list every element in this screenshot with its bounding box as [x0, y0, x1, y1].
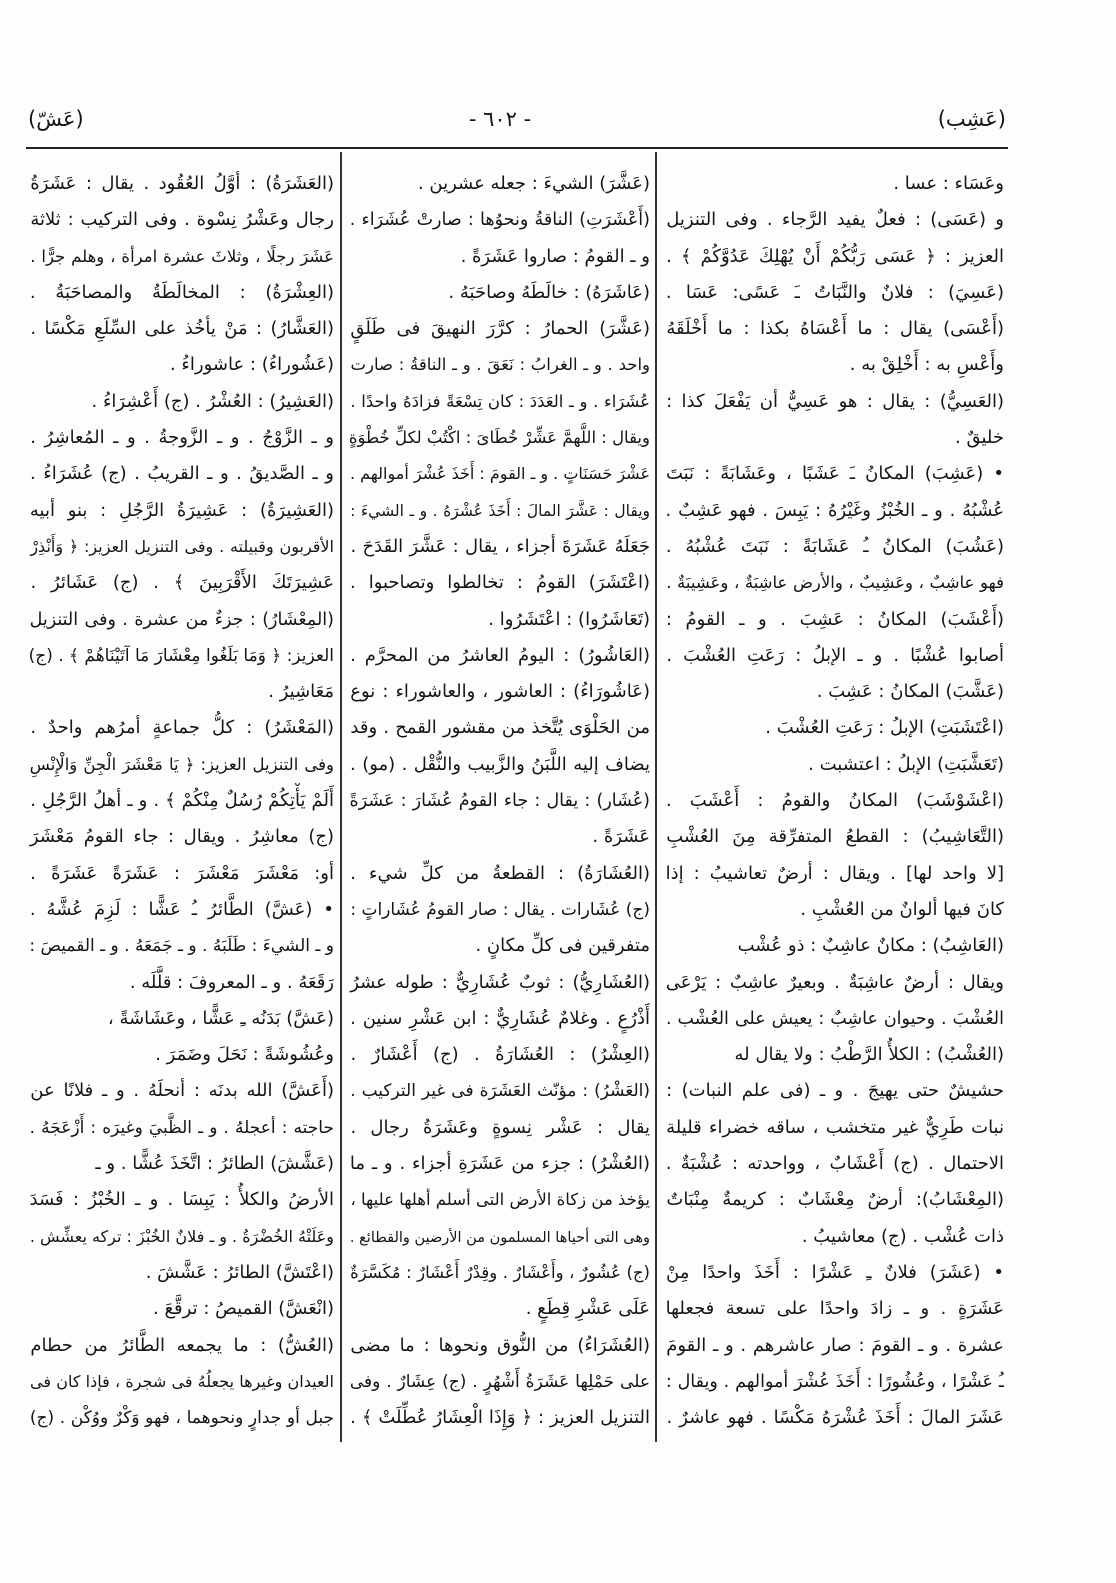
- line-text: عُشْبُهُ . و ـ الخُبْزُ وغَيْرُهُ : يَبِسَ . فهو عَشِبٌ .: [665, 499, 1004, 521]
- line-text: • (عَشَرَ) فلانٌ ـِ عَشْرًا : أَخَذَ واحدًا مِنْ: [666, 1261, 1004, 1283]
- dictionary-line: [664, 819, 1004, 855]
- dictionary-line: [348, 202, 650, 238]
- column-divider: [340, 152, 342, 1442]
- dictionary-line: [664, 1001, 1004, 1037]
- line-text: عشرة . و ـ القومَ : صار عاشرهم . و ـ القومَ: [666, 1334, 1004, 1356]
- dictionary-line: [28, 1182, 334, 1218]
- dictionary-line: [664, 384, 1004, 420]
- line-text: فهو عاشِبٌ ، وعَشِيبٌ ، والأرض عاشِبَةٌ ، وعَشِيبَةٌ .: [666, 573, 1004, 593]
- line-text: على حَمْلِها عَشَرَةُ أَشْهُرٍ . (ج) عِشَارٌ . وفى: [349, 1371, 650, 1392]
- dictionary-line: [664, 1328, 1004, 1364]
- line-text: وهى التى أحياها المسلمون من الأرضين والقطائع .: [349, 1229, 650, 1246]
- dictionary-line: [28, 1291, 334, 1327]
- line-text: ويقال : اللَّهمَّ عَشِّرْ خُطَاىَ : اكْتُبْ لكلِّ خُطْوَةٍ: [348, 428, 650, 448]
- dictionary-line: [28, 529, 334, 565]
- line-text: يقال : عَشْر نِسوةٍ وعَشَرَةُ رجال .: [350, 1116, 650, 1138]
- dictionary-line: [664, 493, 1004, 529]
- dictionary-line: [664, 456, 1004, 492]
- line-text: (العُشَارِيُّ) : ثوبٌ عُشَارِيٌّ : طوله عشرُ: [350, 971, 650, 993]
- dictionary-line: [348, 1219, 650, 1255]
- line-text: (عَشَّرَ) الحمارُ : كرَّرَ النهيقَ فى طَلَقٍ: [350, 318, 650, 340]
- dictionary-line: [348, 275, 650, 311]
- line-text: (عَشُوراءُ) : عاشوراءُ .: [169, 354, 334, 376]
- line-text: (العَشَرَةُ) : أوَّلُ العُقُود . يقال : عَشَرَةُ: [30, 173, 334, 194]
- dictionary-line: [28, 456, 334, 492]
- line-text: (العَشَّارُ) : مَنْ يأخُذ على السِّلَعِ مَكْسًا .: [30, 318, 334, 340]
- line-text: جَعَلَهُ عَشَرَةَ أجزاء ، يقال : عَشَّرَ القَدَحَ .: [350, 535, 650, 557]
- line-text: العيدان وغيرها يجعلُهُ فى شجرة ، فإذا كان فى: [30, 1371, 334, 1391]
- dictionary-line: [28, 892, 334, 928]
- dictionary-line: [348, 819, 650, 855]
- line-text: و ـ الصَّديقُ . و ـ القريبُ . (ج) عُشَرَاءُ .: [30, 463, 334, 485]
- line-text: و ـ الزَّوْجُ . و ـ الزَّوجةُ . و ـ المُعاشِرُ .: [30, 427, 334, 449]
- dictionary-line: [348, 347, 650, 383]
- line-text: (انْعَشَّ) القميصُ : ترقَّعَ .: [153, 1298, 334, 1320]
- line-text: عَشَرَ المالَ : أَخَذَ عُشْرَهُ مَكْسًا . فهو عاشرٌ .: [666, 1407, 1004, 1429]
- line-text: أَلَمْ يَأْتِكُمْ رُسُلٌ مِنْكُمْ ﴾ . و ـ أهلُ الرَّجُلِ .: [30, 790, 334, 812]
- line-text: ـُ عَشْرًا ، وعُشُورًا : أَخَذَ عُشْرَ أموالهم . ويقال :: [665, 1371, 1004, 1392]
- dictionary-line: [348, 1037, 650, 1073]
- dictionary-line: [348, 1364, 650, 1400]
- line-text: عُشَرَاء . و ـ العَدَدَ : كان تِسْعَةً فزادَهُ واحدًا .: [350, 391, 650, 411]
- dictionary-line: [28, 674, 334, 710]
- dictionary-line: [28, 928, 334, 964]
- dictionary-line: [664, 420, 1004, 456]
- dictionary-line: [348, 311, 650, 347]
- dictionary-line: [664, 347, 1004, 383]
- line-text: ويقال : عَشَّرَ المالَ : أَخَذَ عُشْرَهُ . و ـ الشيءَ :: [350, 501, 650, 520]
- line-text: أَذْرُعٍ . وغلامٌ عُشَارِيٌّ : ابن عَشْرِ سنين .: [350, 1007, 650, 1029]
- line-text: (العَشِيرُ) : العُشْرُ . (ج) أَعْشِرَاءُ .: [91, 390, 334, 412]
- line-text: (العُشَرَاءُ) من النُّوق ونحوها : ما مضى: [350, 1334, 650, 1356]
- line-text: و ـ الشيءَ : طَلَبَهُ . و ـ جَمَعَهُ . و ـ القميصَ :: [29, 936, 334, 957]
- dictionary-line: [664, 166, 1004, 202]
- dictionary-line: [348, 965, 650, 1001]
- line-text: من الحَلْوَى يُتَّخذ من مقشور القمح . وقد: [350, 717, 650, 739]
- line-text: (اعْشَوْشَبَ) المكانُ والقومُ : أَعْشَبَ .: [665, 790, 1004, 812]
- line-text: عَشْرَ حَسَنَاتٍ . و ـ القومَ : أَخَذَ عُشْرَ أموالهم .: [349, 464, 650, 484]
- line-text: (العِشْرُ) : العُشَارَةُ . (ج) أَعْشَارٌ .: [350, 1044, 650, 1066]
- dictionary-line: [664, 602, 1004, 638]
- line-text: (العُشُّ) : ما يجمعه الطَّائرُ من حطام: [30, 1334, 334, 1356]
- line-text: (العُشْبُ) : الكلأُ الرَّطْبُ : ولا يقال له: [734, 1044, 1004, 1066]
- dictionary-line: [28, 565, 334, 601]
- dictionary-line: [28, 239, 334, 275]
- line-text: (العَاشُورُ) : اليومُ العاشرُ من المحرَّم .: [350, 644, 650, 666]
- dictionary-line: [348, 1255, 650, 1291]
- line-text: وعَسَاء : عسا .: [893, 173, 1004, 194]
- line-text: (العَاشِبُ) : مكانٌ عاشِبٌ : ذو عُشْب: [737, 935, 1004, 957]
- dictionary-line: [664, 529, 1004, 565]
- line-text: (عُشَار) : يقال : جاء القومُ عُشَارَ : عَشَرَةً: [349, 791, 650, 812]
- line-text: (المِعْشَارُ) : جزءٌ من عشرة . وفى التنزيل: [29, 609, 334, 630]
- line-text: وأَعْسِ به : أَخْلِقْ به .: [849, 354, 1004, 376]
- dictionary-line: [664, 1110, 1004, 1146]
- dictionary-line: [28, 602, 334, 638]
- dictionary-line: [348, 602, 650, 638]
- line-text: ذات عُشْب . (ج) معاشيبُ .: [801, 1225, 1004, 1247]
- dictionary-line: [28, 747, 334, 783]
- dictionary-line: [348, 1328, 650, 1364]
- line-text: التنزيل العزيز : ﴿ وَإِذَا الْعِشَارُ عُطِّلَتْ ﴾ .: [350, 1407, 650, 1429]
- line-text: عَلَى عَشْرِ قِطَعٍ .: [525, 1298, 650, 1320]
- dictionary-line: [348, 384, 650, 420]
- dictionary-line: [664, 239, 1004, 275]
- dictionary-line: [28, 347, 334, 383]
- line-text: (عَشَّبَ) المكانُ : عَشِبَ .: [816, 681, 1004, 703]
- line-text: الأقربون وقبيلته . وفى التنزيل العزيز: ﴿ وَأَنْذِرْ: [30, 536, 334, 556]
- line-text: خليقٌ .: [955, 427, 1004, 449]
- column-left: [28, 166, 334, 1436]
- dictionary-line: [348, 456, 650, 492]
- line-text: (العَشْرُ) : مؤنّث العَشَرَة فى غير التركيب .: [350, 1081, 650, 1102]
- line-text: (عَاشُورَاءُ) : العاشور ، والعاشوراء : نوع: [350, 681, 650, 703]
- line-text: (عَشُبَ) المكانُ ـُ عَشَابَةً : نَبَتَ عُشْبُهُ .: [665, 535, 1004, 557]
- line-text: (ج) عُشُورٌ ، وأَعْشَارٌ . وقِدْرٌ أَعْشَارٌ : مُكَسَّرَةٌ: [350, 1262, 650, 1282]
- line-text: أو: مَعْشَرَ مَعْشَرَ : عَشَرَةً عَشَرَةً .: [30, 862, 334, 884]
- dictionary-line: [348, 1400, 650, 1436]
- dictionary-line: [28, 1001, 334, 1037]
- line-text: جبل أو جدارٍ ونحوهما ، فهو وَكْرٌ ووُكْن . (ج): [29, 1408, 334, 1429]
- dictionary-line: [28, 1364, 334, 1400]
- dictionary-line: [28, 783, 334, 819]
- dictionary-line: [664, 1291, 1004, 1327]
- line-text: (تَعَشَّبَتِ) الإبلُ : اعتشبت .: [808, 753, 1004, 775]
- line-text: أصابوا عُشْبًا . و ـ الإبلُ : رَعَتِ العُشْبَ .: [666, 644, 1004, 666]
- dictionary-line: [348, 1001, 650, 1037]
- line-text: نبات طَرِيٌّ غير متخشب ، ساقه خضراء قليلة: [666, 1116, 1004, 1138]
- line-text: مَعَاشِيرُ .: [268, 681, 334, 703]
- dictionary-line: [28, 638, 334, 674]
- dictionary-line: [664, 1255, 1004, 1291]
- dictionary-line: [28, 1219, 334, 1255]
- line-text: (اعْتَشَّ) الطائرُ : عَشَّشَ .: [145, 1261, 334, 1283]
- guide-word-left: (عَشّ): [28, 107, 84, 131]
- line-text: (أَعْشَبَ) المكانُ : عَشِبَ . و ـ القومُ :: [665, 608, 1004, 630]
- dictionary-line: [664, 1182, 1004, 1218]
- line-text: ويقال : أرضٌ عاشِبَةٌ . وبعيرٌ عاشِبٌ : يَرْعَى: [665, 971, 1004, 993]
- dictionary-line: [664, 965, 1004, 1001]
- line-text: (اعْتَشَبَتِ) الإبلُ : رَعَتِ العُشْبَ .: [765, 717, 1004, 739]
- line-text: العزيز : ﴿ عَسَى رَبُّكُمْ أَنْ يُهْلِكَ عَدُوَّكُمْ ﴾ .: [666, 245, 1004, 267]
- dictionary-line: [28, 1255, 334, 1291]
- line-text: (عَسِيَ) : فلانٌ والنَّبَاتُ ـَ عَسًى: عَسَا .: [665, 281, 1004, 303]
- dictionary-line: [348, 1146, 650, 1182]
- dictionary-line: [348, 1182, 650, 1218]
- line-text: (ج) عُشَارات . يقال : صار القومُ عُشَاراتٍ :: [350, 899, 650, 920]
- line-text: [لا واحد لها] . ويقال : أرضٌ تعاشيبُ : إذا: [665, 862, 1004, 884]
- line-text: (العَسِيُّ) : يقال : هو عَسِيٌّ أن يَفْعَلَ كذا :: [666, 390, 1004, 412]
- line-text: (التَّعَاشِيبُ) : القطعُ المتفرِّقة مِنَ العُشْبِ: [666, 826, 1004, 848]
- dictionary-line: [664, 1400, 1004, 1436]
- line-text: وفى التنزيل العزيز: ﴿ يَا مَعْشَرَ الْجِنِّ وَالْإِنْسِ: [29, 754, 334, 774]
- line-text: (عَشَّرَ) الشيءَ : جعله عشرين .: [417, 173, 650, 194]
- dictionary-line: [28, 1110, 334, 1146]
- line-text: حشيشٌ حتى يهيجَ . و ـ (فى علم النبات) :: [666, 1080, 1004, 1102]
- line-text: عَشِيرَتَكَ الأَقْرَبِينَ ﴾ . (ج) عَشَائرُ .: [30, 572, 334, 594]
- line-text: العزيز: ﴿ وَمَا بَلَغُوا مِعْشَارَ مَا آتَيْنَاهُمْ ﴾ . (ج): [28, 645, 334, 666]
- line-text: يؤخذ من زكاة الأرض التى أسلم أهلها عليها ،: [350, 1190, 650, 1210]
- column-right: [664, 166, 1004, 1436]
- line-text: وعَلَتْهُ الخُضْرَةُ . و ـ فلانٌ الخُبْزَ : تركه يعشِّش .: [29, 1226, 334, 1246]
- line-text: حاجته : أعجلهُ . و ـ الظَّبيَ وغيرَه : أَزْعَجَهُ .: [29, 1117, 334, 1138]
- line-text: (المِعْشَابُ): أرضٌ مِعْشَابٌ : كريمةٌ مِنْبَاتٌ: [666, 1189, 1004, 1211]
- dictionary-line: [348, 529, 650, 565]
- line-text: الاحتمال . (ج) أَعْشَابٌ ، وواحدته : عُشْبَةٌ .: [665, 1153, 1004, 1175]
- dictionary-line: [28, 1037, 334, 1073]
- page-number: - ٦٠٢ -: [468, 107, 532, 131]
- line-text: رَقَعَهُ . و ـ المعروفَ : قلَّلَه .: [129, 971, 334, 993]
- dictionary-line: [28, 819, 334, 855]
- line-text: (تَعَاشَرُوا) : اعْتَشَرُوا .: [488, 608, 650, 630]
- dictionary-line: [348, 638, 650, 674]
- dictionary-line: [664, 783, 1004, 819]
- dictionary-line: [664, 202, 1004, 238]
- dictionary-line: [664, 275, 1004, 311]
- dictionary-line: [28, 202, 334, 238]
- line-text: واحد . و ـ الغرابُ : نَعَقَ . و ـ الناقةُ : صارت: [350, 355, 650, 375]
- dictionary-line: [28, 710, 334, 746]
- line-text: (العِشْرَةُ) : المخالَطَةُ والمصاحَبَةُ .: [29, 281, 334, 303]
- dictionary-line: [28, 384, 334, 420]
- dictionary-line: [348, 493, 650, 529]
- line-text: (العَشِيرَةُ) : عَشِيرَةُ الرَّجُلِ : بنو أبيه: [29, 499, 334, 521]
- dictionary-line: [664, 311, 1004, 347]
- dictionary-line: [664, 928, 1004, 964]
- line-text: كانَ فيها ألوانٌ من العُشْبِ .: [800, 898, 1004, 920]
- line-text: و ـ القومُ : صاروا عَشَرَةً .: [460, 245, 650, 267]
- dictionary-line: [348, 710, 650, 746]
- dictionary-line: [28, 420, 334, 456]
- line-text: (عَشَّ) بَدَنُه ـِ عَشًّا ، وعَشَاشَةً ،: [107, 1007, 334, 1029]
- dictionary-line: [348, 565, 650, 601]
- dictionary-line: [664, 1037, 1004, 1073]
- line-text: • (عَشِبَ) المكانُ ـَ عَشَبًا ، وعَشَابَةً : نَبَتَ: [665, 463, 1004, 485]
- line-text: عَشَرَ رجلًا ، وثلاثَ عشرة امرأة ، وهلم جرًّا .: [30, 246, 334, 266]
- dictionary-line: [664, 1073, 1004, 1109]
- line-text: وعُشُوشَةً : نَحَلَ وضَمَرَ .: [155, 1044, 334, 1066]
- line-text: (أَعْشَرَتِ) الناقةُ ونحوُها : صارتْ عُشَرَاء .: [349, 210, 650, 231]
- header-rule: [26, 147, 1008, 149]
- line-text: (عَشَّشَ) الطائرُ : اتَّخَذَ عُشًّا . و ـ: [95, 1153, 334, 1175]
- dictionary-line: [348, 420, 650, 456]
- dictionary-line: [348, 166, 650, 202]
- line-text: رجال وعَشْرُ نِسْوة . وفى التركيب : ثلاثة: [30, 209, 334, 231]
- line-text: (العُشْرُ) : جزء من عَشَرَةِ أجزاء . و ـ ما: [349, 1153, 650, 1175]
- dictionary-line: [664, 892, 1004, 928]
- dictionary-line: [28, 965, 334, 1001]
- dictionary-line: [664, 710, 1004, 746]
- dictionary-line: [348, 674, 650, 710]
- line-text: الأرضُ والكلأُ : يَبِسَا . و ـ الخُبْزُ : فَسَدَ: [29, 1189, 334, 1211]
- dictionary-line: [28, 275, 334, 311]
- line-text: يضاف إليه اللَّبَنُ والزَّبيب والنُّقْل . (مو) .: [350, 753, 650, 775]
- dictionary-line: [348, 892, 650, 928]
- line-text: و (عَسَى) : فعلٌ يفيد الرَّجاء . وفى التنزيل: [666, 209, 1004, 231]
- dictionary-line: [348, 928, 650, 964]
- dictionary-line: [28, 1400, 334, 1436]
- dictionary-line: [664, 565, 1004, 601]
- guide-word-right: (عَشِب): [937, 107, 1006, 131]
- dictionary-line: [348, 747, 650, 783]
- dictionary-line: [348, 1073, 650, 1109]
- line-text: (أَعْسَى) يقال : ما أَعْسَاهُ بكذا : ما أَخْلَقَهُ: [666, 318, 1004, 340]
- dictionary-line: [664, 747, 1004, 783]
- dictionary-line: [348, 239, 650, 275]
- line-text: (اعْتَشَرَ) القومُ : تخالطوا وتصاحبوا .: [350, 572, 650, 594]
- dictionary-line: [664, 674, 1004, 710]
- line-text: عَشَرَةٍ . و ـ زادَ واحدًا على تسعة فجعلها: [665, 1298, 1004, 1320]
- dictionary-line: [28, 1328, 334, 1364]
- dictionary-line: [664, 638, 1004, 674]
- dictionary-line: [28, 1073, 334, 1109]
- line-text: عَشَرَةً .: [592, 826, 650, 848]
- dictionary-line: [348, 1110, 650, 1146]
- column-divider: [655, 152, 657, 1442]
- line-text: (أَعَشَّ) الله بدنَه : أنحلَهُ . و ـ فلانًا عن: [30, 1080, 334, 1102]
- dictionary-line: [664, 1146, 1004, 1182]
- dictionary-line: [28, 166, 334, 202]
- line-text: (ج) معاشِرُ . ويقال : جاء القومُ مَعْشَرَ: [29, 826, 334, 848]
- dictionary-line: [664, 1219, 1004, 1255]
- dictionary-line: [28, 311, 334, 347]
- dictionary-line: [28, 493, 334, 529]
- dictionary-line: [348, 783, 650, 819]
- dictionary-line: [664, 856, 1004, 892]
- line-text: العُشْبَ . وحيوان عاشِبٌ : يعيش على العُشْب .: [665, 1008, 1004, 1029]
- dictionary-line: [28, 856, 334, 892]
- dictionary-line: [348, 856, 650, 892]
- line-text: متفرقين فى كلِّ مكانٍ .: [475, 935, 650, 957]
- line-text: (عَاشَرَهُ) : خالَطَهُ وصاحَبَهُ .: [448, 281, 650, 303]
- column-middle: [348, 166, 650, 1436]
- dictionary-line: [664, 1364, 1004, 1400]
- dictionary-line: [348, 1291, 650, 1327]
- line-text: (العُشَارَةُ) : القطعةُ من كلِّ شيء .: [350, 862, 650, 884]
- dictionary-line: [28, 1146, 334, 1182]
- line-text: • (عَشَّ) الطَّائرُ ـُ عَشًّا : لَزِمَ عُشَّهُ .: [29, 898, 334, 920]
- line-text: (المَعْشَرُ) : كلُّ جماعةٍ أمرُهم واحدٌ .: [30, 717, 334, 739]
